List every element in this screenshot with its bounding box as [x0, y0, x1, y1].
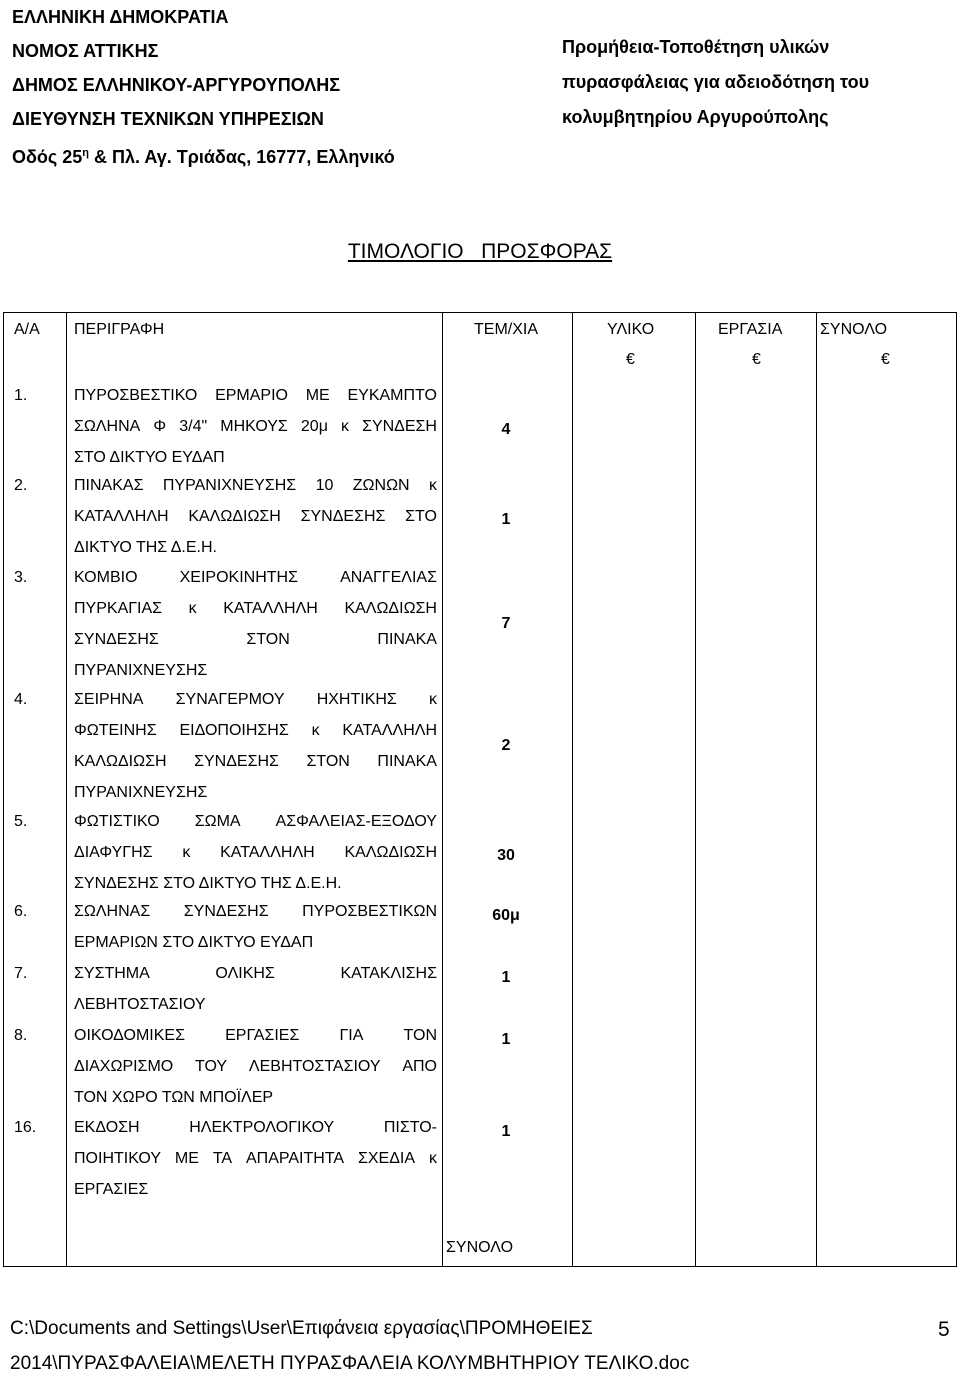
- row-quantity: 1: [501, 1123, 511, 1140]
- row-description: [74, 684, 437, 808]
- row-description: [74, 470, 437, 563]
- column-divider: [816, 313, 817, 1266]
- row-number: 8.: [14, 1027, 28, 1044]
- row-description: [74, 562, 437, 686]
- description-line: ΠΥΡΚΑΓΙΑΣ κ ΚΑΤΑΛΛΗΛΗ ΚΑΛΩΔΙΩΣΗ: [74, 600, 437, 617]
- issuer-line: ΝΟΜΟΣ ΑΤΤΙΚΗΣ: [12, 41, 159, 61]
- currency-labor: €: [752, 351, 761, 368]
- row-quantity: 60μ: [492, 907, 520, 924]
- description-line: ΟΙΚΟΔΟΜΙΚΕΣ ΕΡΓΑΣΙΕΣ ΓΙΑ ΤΟΝ: [74, 1027, 437, 1044]
- project-block: [562, 30, 869, 135]
- project-line: Προμήθεια-Τοποθέτηση υλικών: [562, 37, 830, 57]
- description-line: ΣΩΛΗΝΑΣ ΣΥΝΔΕΣΗΣ ΠΥΡΟΣΒΕΣΤΙΚΩΝ: [74, 903, 437, 920]
- page-number: 5: [938, 1318, 950, 1341]
- description-line: ΕΚΔΟΣΗ ΗΛΕΚΤΡΟΛΟΓΙΚΟΥ ΠΙΣΤΟ-: [74, 1119, 437, 1136]
- row-quantity: 2: [501, 737, 511, 754]
- row-quantity: 1: [501, 969, 511, 986]
- file-path-line-2: 2014\ΠΥΡΑΣΦΑΛΕΙΑ\ΜΕΛΕΤΗ ΠΥΡΑΣΦΑΛΕΙΑ ΚΟΛΥΜΒΗΤΗΡΙΟΥ ΤΕΛΙΚΟ.doc: [10, 1353, 690, 1374]
- description-line: ΚΟΜΒΙΟ ΧΕΙΡΟΚΙΝΗΤΗΣ ΑΝΑΓΓΕΛΙΑΣ: [74, 569, 437, 586]
- project-line: πυρασφάλειας για αδειοδότηση του: [562, 72, 870, 92]
- price-offer-table: [3, 312, 957, 1267]
- currency-material: €: [626, 351, 635, 368]
- row-description: [74, 806, 437, 899]
- description-line: ΛΕΒΗΤΟΣΤΑΣΙΟΥ: [74, 996, 206, 1013]
- currency-total: €: [881, 351, 890, 368]
- row-quantity: 4: [501, 421, 511, 438]
- issuer-block: [12, 0, 395, 174]
- description-line: ΔΙΚΤΥΟ ΤΗΣ Δ.Ε.Η.: [74, 539, 217, 556]
- document-title: ΤΙΜΟΛΟΓΙΟ ΠΡΟΣΦΟΡΑΣ: [347, 240, 613, 263]
- header-description: ΠΕΡΙΓΡΑΦΗ: [74, 321, 165, 338]
- description-line: ΠΙΝΑΚΑΣ ΠΥΡΑΝΙΧΝΕΥΣΗΣ 10 ΖΩΝΩΝ κ: [74, 477, 437, 494]
- row-number: 4.: [14, 691, 28, 708]
- description-line: ΦΩΤΕΙΝΗΣ ΕΙΔΟΠΟΙΗΣΗΣ κ ΚΑΤΑΛΛΗΛΗ: [74, 722, 437, 739]
- description-line: ΤΟΝ ΧΩΡΟ ΤΩΝ ΜΠΟΪΛΕΡ: [74, 1089, 274, 1106]
- row-number: 5.: [14, 813, 28, 830]
- header-quantity: ΤΕΜ/ΧΙΑ: [474, 321, 539, 338]
- row-quantity: 30: [497, 847, 515, 864]
- header-labor: ΕΡΓΑΣΙΑ: [718, 321, 783, 338]
- row-number: 1.: [14, 387, 28, 404]
- description-line: ΔΙΑΧΩΡΙΣΜΟ ΤΟΥ ΛΕΒΗΤΟΣΤΑΣΙΟΥ ΑΠΟ: [74, 1058, 437, 1075]
- description-line: ΠΥΡΑΝΙΧΝΕΥΣΗΣ: [74, 662, 208, 679]
- description-line: ΣΕΙΡΗΝΑ ΣΥΝΑΓΕΡΜΟΥ ΗΧΗΤΙΚΗΣ κ: [74, 691, 437, 708]
- issuer-line: ΔΗΜΟΣ ΕΛΛΗΝΙΚΟΥ-ΑΡΓΥΡΟΥΠΟΛΗΣ: [12, 75, 341, 95]
- sum-label: ΣΥΝΟΛΟ: [446, 1239, 514, 1256]
- description-line: ΔΙΑΦΥΓΗΣ κ ΚΑΤΑΛΛΗΛΗ ΚΑΛΩΔΙΩΣΗ: [74, 844, 437, 861]
- header-material: ΥΛΙΚΟ: [607, 321, 655, 338]
- description-line: ΣΥΣΤΗΜΑ ΟΛΙΚΗΣ ΚΑΤΑΚΛΙΣΗΣ: [74, 965, 437, 982]
- header-total: ΣΥΝΟΛΟ: [820, 321, 888, 338]
- description-line: ΕΡΜΑΡΙΩΝ ΣΤΟ ΔΙΚΤΥΟ ΕΥΔΑΠ: [74, 934, 314, 951]
- description-line: ΚΑΤΑΛΛΗΛΗ ΚΑΛΩΔΙΩΣΗ ΣΥΝΔΕΣΗΣ ΣΤΟ: [74, 508, 437, 525]
- description-line: ΣΤΟ ΔΙΚΤΥΟ ΕΥΔΑΠ: [74, 449, 225, 466]
- description-line: ΚΑΛΩΔΙΩΣΗ ΣΥΝΔΕΣΗΣ ΣΤΟΝ ΠΙΝΑΚΑ: [74, 753, 437, 770]
- issuer-address: Οδός $25^\eta$ & Πλ. Αγ. Τριάδας, 16777, Ελληνικό: [12, 147, 395, 167]
- description-line: ΣΩΛΗΝΑ Φ 3/4" ΜΗΚΟΥΣ 20μ κ ΣΥΝΔΕΣΗ: [74, 418, 437, 435]
- row-number: 16.: [14, 1119, 37, 1136]
- row-description: [74, 958, 437, 1020]
- row-number: 7.: [14, 965, 28, 982]
- description-line: ΠΥΡΟΣΒΕΣΤΙΚΟ ΕΡΜΑΡΙΟ ΜΕ ΕΥΚΑΜΠΤΟ: [74, 387, 437, 404]
- description-line: ΠΥΡΑΝΙΧΝΕΥΣΗΣ: [74, 784, 208, 801]
- description-line: ΦΩΤΙΣΤΙΚΟ ΣΩΜΑ ΑΣΦΑΛΕΙΑΣ-ΕΞΟΔΟΥ: [74, 813, 437, 830]
- file-path-line-1: C:\Documents and Settings\User\Επιφάνεια εργασίας\ΠΡΟΜΗΘΕΙΕΣ: [10, 1318, 593, 1339]
- row-number: 3.: [14, 569, 28, 586]
- description-line: ΠΟΙΗΤΙΚΟΥ ΜΕ ΤΑ ΑΠΑΡΑΙΤΗΤΑ ΣΧΕΔΙΑ κ: [74, 1150, 437, 1167]
- description-line: ΕΡΓΑΣΙΕΣ: [74, 1181, 149, 1198]
- description-line: ΣΥΝΔΕΣΗΣ ΣΤΟΝ ΠΙΝΑΚΑ: [74, 631, 437, 648]
- row-number: 2.: [14, 477, 28, 494]
- header-aa: Α/Α: [14, 321, 40, 338]
- column-divider: [695, 313, 696, 1266]
- row-quantity: 1: [501, 1031, 511, 1048]
- row-quantity: 1: [501, 511, 511, 528]
- project-line: κολυμβητηρίου Αργυρούπολης: [562, 107, 829, 127]
- row-description: [74, 1020, 437, 1113]
- column-divider: [66, 313, 67, 1266]
- description-line: ΣΥΝΔΕΣΗΣ ΣΤΟ ΔΙΚΤΥΟ ΤΗΣ Δ.Ε.Η.: [74, 875, 342, 892]
- row-number: 6.: [14, 903, 28, 920]
- row-quantity: 7: [501, 615, 511, 632]
- row-description: [74, 380, 437, 473]
- row-description: [74, 896, 437, 958]
- row-description: [74, 1112, 437, 1205]
- issuer-line: ΕΛΛΗΝΙΚΗ ΔΗΜΟΚΡΑΤΙΑ: [12, 7, 229, 27]
- column-divider: [572, 313, 573, 1266]
- issuer-line: ΔΙΕΥΘΥΝΣΗ ΤΕΧΝΙΚΩΝ ΥΠΗΡΕΣΙΩΝ: [12, 109, 324, 129]
